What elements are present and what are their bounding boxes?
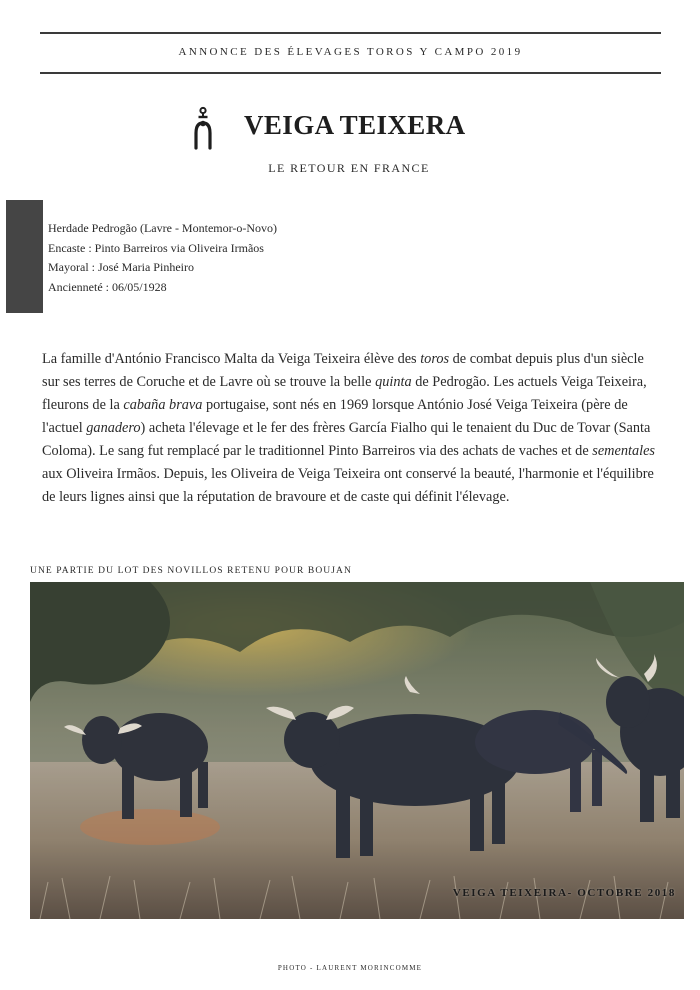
photo-caption: UNE PARTIE DU LOT DES NOVILLOS RETENU POUR BOUJAN xyxy=(30,566,352,576)
header-top-rule xyxy=(40,32,661,34)
article-text: de combat depuis plus d'un siècle sur ses terres de Coruche et de Lavre où se trouve la belle xyxy=(42,351,644,390)
article-paragraph xyxy=(42,348,664,509)
article-italic-term: sementales xyxy=(592,443,655,459)
article-text: portugaise, sont nés en 1969 lorsque António José Veiga Teixeira (père de l'actuel xyxy=(42,397,628,436)
info-location: Herdade Pedrogão (Lavre - Montemor-o-Novo) xyxy=(48,221,278,235)
header-bottom-rule xyxy=(40,72,661,74)
article-text: La famille d'António Francisco Malta da Veiga Teixeira élève des xyxy=(42,351,421,367)
photo-overlay-caption: VEIGA TEIXEIRA- OCTOBRE 2018 xyxy=(452,887,676,899)
ranch-brand-icon xyxy=(188,106,218,152)
ranch-info-block xyxy=(48,219,277,297)
info-encaste: Encaste : Pinto Barreiros via Oliveira Irmãos xyxy=(48,240,264,255)
article-italic-term: toros xyxy=(420,351,450,367)
photo-credit: PHOTO - LAURENT MORINCOMME xyxy=(277,964,423,972)
ranch-name-title: VEIGA TEIXERA xyxy=(244,110,466,140)
article-italic-term: ganadero xyxy=(86,420,141,436)
info-anciennete: Ancienneté : 06/05/1928 xyxy=(48,279,167,294)
article-text: de Pedrogão. Les actuels Veiga Teixeira, fleurons de la xyxy=(42,374,647,413)
article-italic-term: cabaña brava xyxy=(123,397,203,413)
info-mayoral: Mayoral : José Maria Pinheiro xyxy=(48,260,194,274)
info-side-bar xyxy=(6,200,43,313)
header-announcement: ANNONCE DES ÉLEVAGES TOROS Y CAMPO 2019 xyxy=(178,46,523,58)
ranch-subtitle: LE RETOUR EN FRANCE xyxy=(268,161,430,175)
article-italic-term: quinta xyxy=(375,374,412,390)
bulls-photo xyxy=(30,582,684,919)
article-text: ) acheta l'élevage et le fer des frères García Fialho qui le tenaient du Duc de Tovar (Santa Coloma). Le sang fut remplacé par le traditionnel Pinto Barreiros via des achats de vaches et de xyxy=(42,420,651,459)
article-text: aux Oliveira Irmãos. Depuis, les Oliveira de Veiga Teixeira ont conservé la beauté, l'harmonie et l'équilibre de leurs lignes ainsi que la réputation de bravoure et de caste qui définit l'élevage. xyxy=(42,466,654,505)
